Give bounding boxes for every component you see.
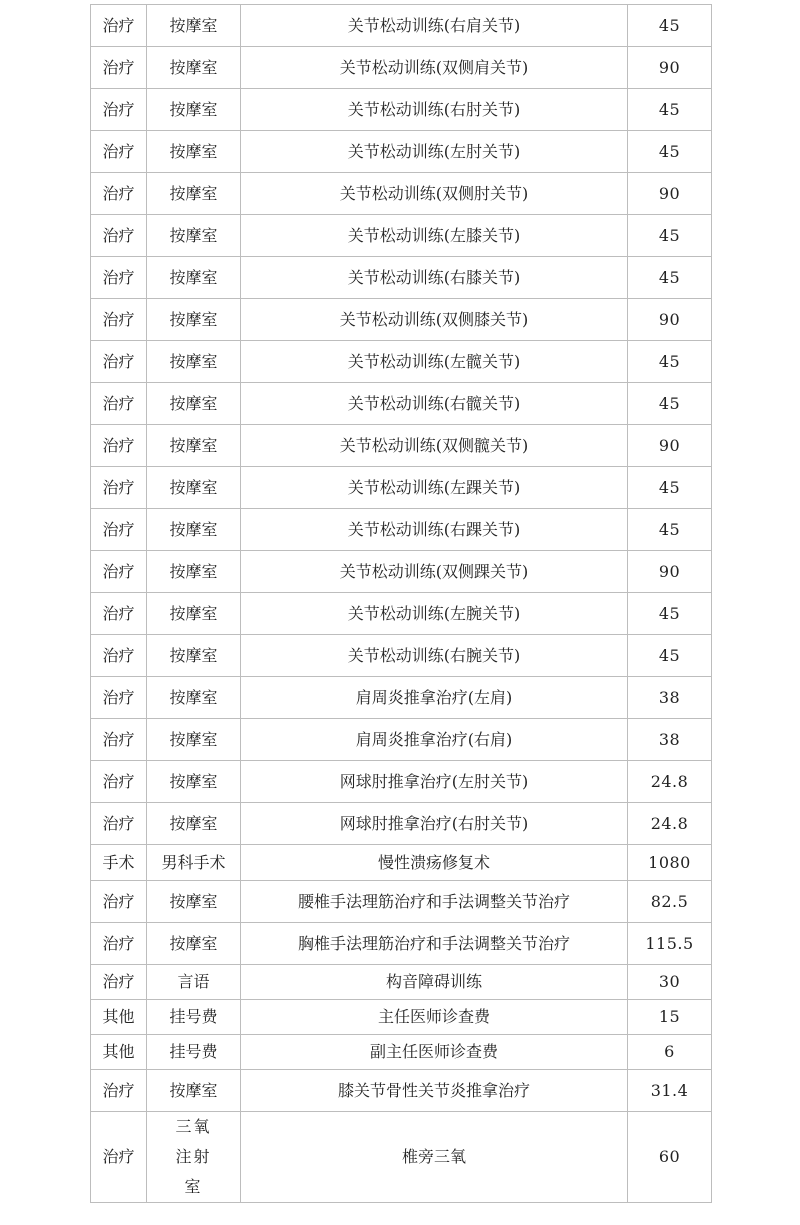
item-cell — [241, 1000, 628, 1035]
category-text: 治疗 — [102, 267, 135, 287]
item-text: 关节松动训练(双侧踝关节) — [339, 561, 529, 581]
category-cell — [91, 299, 147, 341]
department-text: 按摩室 — [169, 561, 218, 581]
item-text: 构音障碍训练 — [385, 972, 482, 991]
category-cell — [91, 341, 147, 383]
item-cell — [241, 923, 628, 965]
price-text: 38 — [658, 729, 681, 749]
price-text: 30 — [658, 972, 681, 991]
department-text: 按摩室 — [169, 933, 218, 953]
item-cell — [241, 881, 628, 923]
department-text: 按摩室 — [169, 477, 218, 497]
price-cell — [628, 923, 712, 965]
category-text: 其他 — [102, 1007, 135, 1026]
table-row — [91, 131, 712, 173]
price-text: 24.8 — [650, 813, 689, 833]
item-text: 关节松动训练(双侧肘关节) — [339, 183, 529, 203]
category-text: 治疗 — [102, 972, 135, 991]
department-text: 按摩室 — [169, 519, 218, 539]
category-cell — [91, 635, 147, 677]
department-text: 按摩室 — [169, 813, 218, 833]
category-text: 治疗 — [102, 933, 135, 953]
item-text: 关节松动训练(双侧膝关节) — [339, 309, 529, 329]
item-cell — [241, 1112, 628, 1203]
table-row — [91, 47, 712, 89]
item-cell — [241, 47, 628, 89]
item-text: 关节松动训练(右腕关节) — [347, 645, 521, 665]
table-row — [91, 761, 712, 803]
department-cell — [147, 1000, 241, 1035]
item-cell — [241, 215, 628, 257]
category-text: 治疗 — [102, 729, 135, 749]
price-text: 45 — [658, 477, 681, 497]
table-row — [91, 1000, 712, 1035]
department-cell — [147, 1070, 241, 1112]
department-cell — [147, 1035, 241, 1070]
table-row — [91, 593, 712, 635]
category-cell — [91, 845, 147, 881]
category-cell — [91, 965, 147, 1000]
item-cell — [241, 341, 628, 383]
department-text: 按摩室 — [169, 351, 218, 371]
price-cell — [628, 635, 712, 677]
category-cell — [91, 1112, 147, 1203]
department-cell — [147, 5, 241, 47]
price-text: 45 — [658, 141, 681, 161]
table-row — [91, 551, 712, 593]
category-text: 治疗 — [102, 141, 135, 161]
table-row — [91, 5, 712, 47]
item-cell — [241, 1035, 628, 1070]
item-text: 关节松动训练(左腕关节) — [347, 603, 521, 623]
category-text: 治疗 — [102, 603, 135, 623]
category-text: 治疗 — [102, 309, 135, 329]
price-cell — [628, 47, 712, 89]
price-text: 15 — [658, 1007, 681, 1026]
price-cell — [628, 1035, 712, 1070]
department-cell — [147, 131, 241, 173]
item-cell — [241, 383, 628, 425]
department-cell — [147, 551, 241, 593]
table-row — [91, 881, 712, 923]
department-cell — [147, 923, 241, 965]
category-cell — [91, 257, 147, 299]
department-text: 按摩室 — [169, 729, 218, 749]
category-text: 治疗 — [102, 393, 135, 413]
table-row — [91, 341, 712, 383]
category-cell — [91, 803, 147, 845]
table-row — [91, 299, 712, 341]
price-cell — [628, 803, 712, 845]
department-cell — [147, 803, 241, 845]
category-cell — [91, 677, 147, 719]
price-cell — [628, 719, 712, 761]
price-text: 45 — [658, 351, 681, 371]
category-text: 治疗 — [102, 813, 135, 833]
department-cell — [147, 341, 241, 383]
department-text: 按摩室 — [169, 183, 218, 203]
item-text: 副主任医师诊查费 — [369, 1042, 498, 1061]
price-cell — [628, 257, 712, 299]
item-cell — [241, 635, 628, 677]
category-text: 治疗 — [102, 687, 135, 707]
item-cell — [241, 257, 628, 299]
category-cell — [91, 47, 147, 89]
price-text: 45 — [658, 15, 681, 35]
department-cell — [147, 509, 241, 551]
price-text: 115.5 — [645, 933, 694, 953]
price-cell — [628, 467, 712, 509]
item-cell — [241, 299, 628, 341]
department-cell — [147, 425, 241, 467]
price-cell — [628, 593, 712, 635]
price-cell — [628, 5, 712, 47]
department-text: 挂号费 — [169, 1042, 218, 1061]
department-cell — [147, 383, 241, 425]
table-row — [91, 215, 712, 257]
category-text: 其他 — [102, 1042, 135, 1061]
item-text: 关节松动训练(左肘关节) — [347, 141, 521, 161]
department-cell — [147, 677, 241, 719]
category-text: 治疗 — [102, 519, 135, 539]
category-cell — [91, 383, 147, 425]
table-row — [91, 677, 712, 719]
price-cell — [628, 215, 712, 257]
department-text: 男科手术 — [161, 852, 226, 872]
item-text: 胸椎手法理筋治疗和手法调整关节治疗 — [297, 933, 570, 953]
item-cell — [241, 1070, 628, 1112]
price-cell — [628, 425, 712, 467]
category-text: 治疗 — [102, 15, 135, 35]
price-text: 38 — [658, 687, 681, 707]
table-row — [91, 1112, 712, 1203]
department-text: 按摩室 — [169, 645, 218, 665]
department-text: 言语 — [177, 972, 210, 991]
price-text: 90 — [658, 309, 681, 329]
item-text: 网球肘推拿治疗(左肘关节) — [339, 771, 529, 791]
price-cell — [628, 881, 712, 923]
category-cell — [91, 467, 147, 509]
category-cell — [91, 173, 147, 215]
department-cell — [147, 1112, 241, 1203]
category-cell — [91, 5, 147, 47]
item-cell — [241, 677, 628, 719]
item-cell — [241, 89, 628, 131]
price-text: 90 — [658, 183, 681, 203]
category-cell — [91, 89, 147, 131]
category-text: 治疗 — [102, 561, 135, 581]
price-cell — [628, 131, 712, 173]
table-row — [91, 257, 712, 299]
department-text: 按摩室 — [169, 435, 218, 455]
item-text: 关节松动训练(右肘关节) — [347, 99, 521, 119]
category-cell — [91, 761, 147, 803]
item-cell — [241, 965, 628, 1000]
price-text: 90 — [658, 435, 681, 455]
price-cell — [628, 1000, 712, 1035]
category-cell — [91, 509, 147, 551]
table-row — [91, 719, 712, 761]
item-cell — [241, 5, 628, 47]
price-cell — [628, 965, 712, 1000]
item-cell — [241, 425, 628, 467]
table-row — [91, 467, 712, 509]
category-text: 治疗 — [102, 891, 135, 911]
category-text: 治疗 — [102, 435, 135, 455]
department-cell — [147, 845, 241, 881]
category-text: 治疗 — [102, 183, 135, 203]
department-text: 挂号费 — [169, 1007, 218, 1026]
table-row — [91, 1035, 712, 1070]
item-cell — [241, 803, 628, 845]
item-cell — [241, 467, 628, 509]
department-text: 三氧注射室 — [175, 1117, 212, 1196]
table-row — [91, 635, 712, 677]
department-text: 按摩室 — [169, 267, 218, 287]
table-row — [91, 845, 712, 881]
price-text: 45 — [658, 519, 681, 539]
item-cell — [241, 761, 628, 803]
department-text: 按摩室 — [169, 603, 218, 623]
price-cell — [628, 89, 712, 131]
category-text: 治疗 — [102, 771, 135, 791]
category-cell — [91, 215, 147, 257]
department-cell — [147, 47, 241, 89]
price-text: 45 — [658, 393, 681, 413]
price-text: 82.5 — [650, 891, 689, 911]
department-cell — [147, 173, 241, 215]
table-row — [91, 923, 712, 965]
fee-table-container — [90, 4, 711, 1203]
category-cell — [91, 881, 147, 923]
price-cell — [628, 1112, 712, 1203]
item-text: 关节松动训练(右膝关节) — [347, 267, 521, 287]
price-text: 1080 — [648, 852, 691, 872]
price-cell — [628, 845, 712, 881]
item-text: 关节松动训练(双侧肩关节) — [339, 57, 529, 77]
price-cell — [628, 299, 712, 341]
item-text: 膝关节骨性关节炎推拿治疗 — [337, 1080, 530, 1100]
department-cell — [147, 965, 241, 1000]
department-cell — [147, 215, 241, 257]
fee-table — [90, 4, 712, 1203]
table-row — [91, 803, 712, 845]
department-cell — [147, 299, 241, 341]
item-cell — [241, 173, 628, 215]
department-text: 按摩室 — [169, 687, 218, 707]
price-cell — [628, 383, 712, 425]
category-cell — [91, 593, 147, 635]
price-text: 90 — [658, 561, 681, 581]
table-row — [91, 89, 712, 131]
item-cell — [241, 551, 628, 593]
item-text: 关节松动训练(双侧髋关节) — [339, 435, 529, 455]
item-text: 关节松动训练(左膝关节) — [347, 225, 521, 245]
department-cell — [147, 593, 241, 635]
department-text: 按摩室 — [169, 57, 218, 77]
department-cell — [147, 635, 241, 677]
item-cell — [241, 131, 628, 173]
category-cell — [91, 1070, 147, 1112]
category-cell — [91, 719, 147, 761]
department-cell — [147, 89, 241, 131]
table-row — [91, 173, 712, 215]
department-text: 按摩室 — [169, 141, 218, 161]
category-text: 治疗 — [102, 57, 135, 77]
table-row — [91, 509, 712, 551]
item-text: 关节松动训练(右肩关节) — [347, 15, 521, 35]
price-cell — [628, 341, 712, 383]
item-cell — [241, 719, 628, 761]
price-text: 45 — [658, 267, 681, 287]
price-text: 60 — [658, 1147, 681, 1166]
category-text: 治疗 — [102, 1080, 135, 1100]
department-text: 按摩室 — [169, 891, 218, 911]
category-text: 治疗 — [102, 99, 135, 119]
department-cell — [147, 881, 241, 923]
department-text: 按摩室 — [169, 309, 218, 329]
department-cell — [147, 467, 241, 509]
price-cell — [628, 677, 712, 719]
item-text: 关节松动训练(左踝关节) — [347, 477, 521, 497]
item-text: 肩周炎推拿治疗(右肩) — [355, 729, 513, 749]
item-text: 慢性溃疡修复术 — [377, 852, 490, 872]
item-text: 主任医师诊查费 — [377, 1007, 490, 1026]
item-cell — [241, 845, 628, 881]
category-text: 治疗 — [102, 351, 135, 371]
price-text: 90 — [658, 57, 681, 77]
price-text: 31.4 — [650, 1080, 689, 1100]
price-text: 45 — [658, 99, 681, 119]
item-cell — [241, 509, 628, 551]
category-text: 治疗 — [102, 225, 135, 245]
price-cell — [628, 761, 712, 803]
department-text: 按摩室 — [169, 1080, 218, 1100]
item-text: 关节松动训练(右踝关节) — [347, 519, 521, 539]
category-cell — [91, 1035, 147, 1070]
price-text: 45 — [658, 645, 681, 665]
category-text: 治疗 — [102, 645, 135, 665]
table-row — [91, 383, 712, 425]
category-cell — [91, 131, 147, 173]
item-text: 肩周炎推拿治疗(左肩) — [355, 687, 513, 707]
item-text: 腰椎手法理筋治疗和手法调整关节治疗 — [297, 891, 570, 911]
category-text: 治疗 — [102, 1147, 135, 1166]
item-text: 关节松动训练(左髋关节) — [347, 351, 521, 371]
item-text: 网球肘推拿治疗(右肘关节) — [339, 813, 529, 833]
category-cell — [91, 425, 147, 467]
price-cell — [628, 173, 712, 215]
fee-table-body — [91, 5, 712, 1203]
item-cell — [241, 593, 628, 635]
table-row — [91, 425, 712, 467]
price-text: 45 — [658, 225, 681, 245]
department-cell — [147, 257, 241, 299]
table-row — [91, 965, 712, 1000]
item-text: 椎旁三氧 — [401, 1147, 466, 1166]
department-text: 按摩室 — [169, 225, 218, 245]
table-row — [91, 1070, 712, 1112]
price-cell — [628, 551, 712, 593]
category-text: 治疗 — [102, 477, 135, 497]
category-cell — [91, 1000, 147, 1035]
price-text: 24.8 — [650, 771, 689, 791]
category-text: 手术 — [102, 852, 135, 872]
department-cell — [147, 719, 241, 761]
item-text: 关节松动训练(右髋关节) — [347, 393, 521, 413]
department-text: 按摩室 — [169, 15, 218, 35]
category-cell — [91, 551, 147, 593]
price-text: 6 — [664, 1042, 675, 1061]
category-cell — [91, 923, 147, 965]
price-cell — [628, 509, 712, 551]
department-text: 按摩室 — [169, 99, 218, 119]
price-cell — [628, 1070, 712, 1112]
department-text: 按摩室 — [169, 771, 218, 791]
department-cell — [147, 761, 241, 803]
department-text: 按摩室 — [169, 393, 218, 413]
price-text: 45 — [658, 603, 681, 623]
